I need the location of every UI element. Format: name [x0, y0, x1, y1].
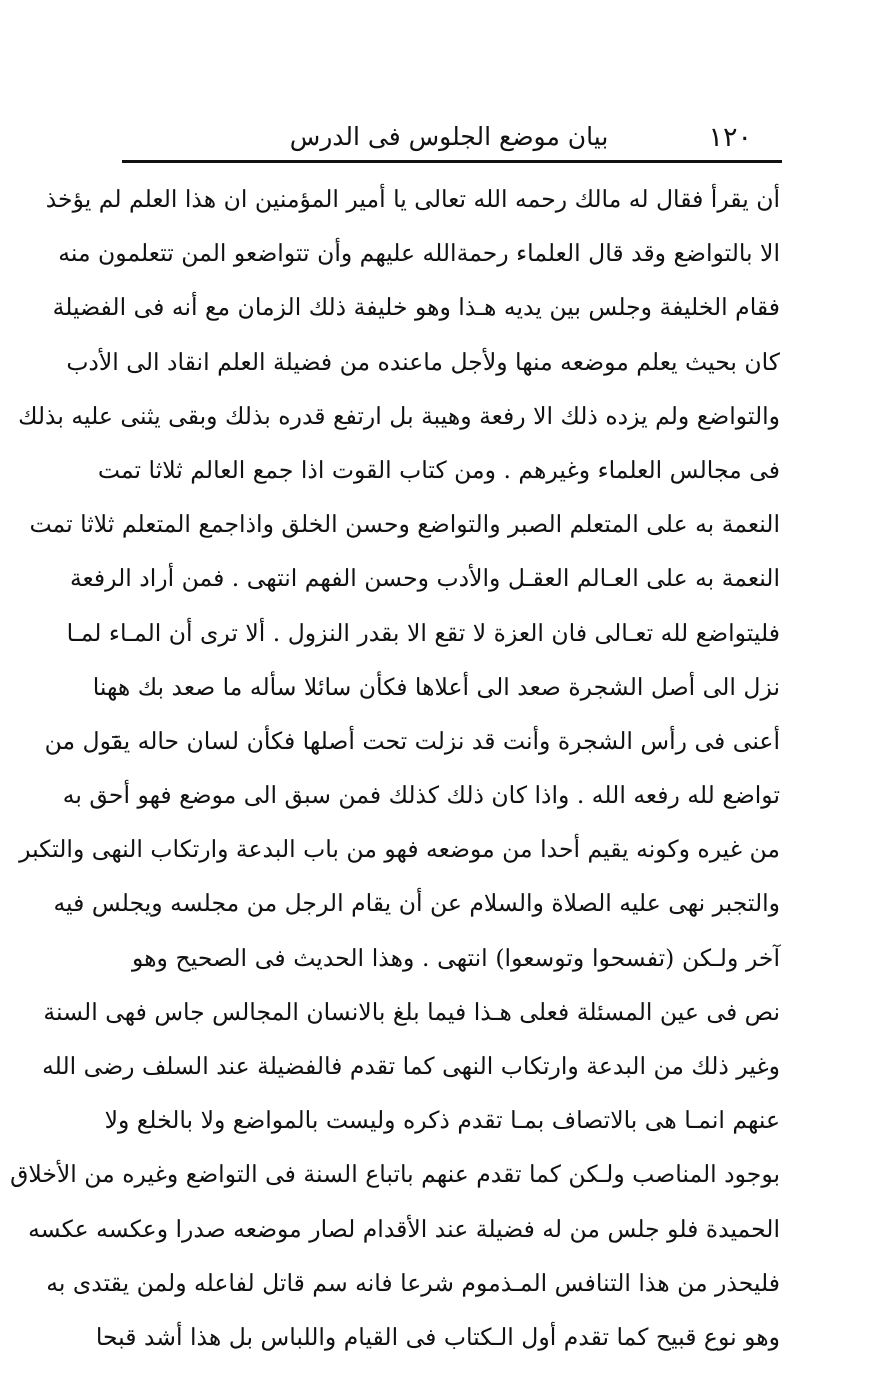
- text-line: بوجود المناصب ولـكن كما تقدم عنهم باتباع السنة فى التواضع وغيره من الأخلاق: [10, 1160, 780, 1189]
- text-line: فقام الخليفة وجلس بين يديه هـذا وهو خليفة ذلك الزمان مع أنه فى الفضيلة: [52, 293, 780, 322]
- text-line: من غيره وكونه يقيم أحدا من موضعه فهو من باب البدعة وارتكاب النهى والتكبر: [19, 835, 780, 864]
- text-line: النعمة به على العـالم العقـل والأدب وحسن الفهم انتهى . فمن أراد الرفعة: [69, 564, 780, 593]
- header-rule: [122, 160, 782, 163]
- text-line: وغير ذلك من البدعة وارتكاب النهى كما تقدم فالفضيلة عند السلف رضى الله: [42, 1052, 780, 1080]
- text-line: والتجبر نهى عليه الصلاة والسلام عن أن يقام الرجل من مجلسه ويجلس فيه: [53, 889, 780, 918]
- text-line: عنهم انمـا هى بالاتصاف بمـا تقدم ذكره وليست بالمواضع ولا بالخلع ولا: [104, 1106, 780, 1135]
- body-text: [10, 172, 780, 1364]
- text-line: وهو نوع قبيح كما تقدم أول الـكتاب فى القيام واللباس بل هذا أشد قبحا: [95, 1322, 780, 1351]
- text-line: تواضع لله رفعه الله . واذا كان ذلك كذلك فمن سبق الى موضع فهو أحق به: [62, 781, 780, 810]
- text-line: أعنى فى رأس الشجرة وأنت قد نزلت تحت أصلها فكأن لسان حاله يقول من: [44, 726, 780, 755]
- text-line: أن يقرأ فقال له مالك رحمه الله تعالى يا أمير المؤمنين ان هذا العلم لم يؤخذ: [45, 185, 780, 213]
- text-line: الا بالتواضع وقد قال العلماء رحمةالله عليهم وأن تتواضعو المن تتعلمون منه: [58, 239, 780, 268]
- page-header: [120, 118, 778, 162]
- text-line: فى مجالس العلماء وغيرهم . ومن كتاب القوت اذا جمع العالم ثلاثا تمت: [97, 455, 780, 484]
- running-title: بيان موضع الجلوس فى الدرس: [289, 122, 609, 151]
- text-line: نزل الى أصل الشجرة صعد الى أعلاها فكأن سائلا سأله ما صعد بك ههنا: [92, 672, 780, 701]
- text-line: النعمة به على المتعلم الصبر والتواضع وحسن الخلق واذاجمع المتعلم ثلاثا تمت: [29, 510, 780, 539]
- text-line: نص فى عين المسئلة فعلى هـذا فيما بلغ بالانسان المجالس جاس فهى السنة: [43, 997, 780, 1026]
- text-line: فليحذر من هذا التنافس المـذموم شرعا فانه سم قاتل لفاعله ولمن يقتدى به: [46, 1268, 780, 1297]
- text-line: فليتواضع لله تعـالى فان العزة لا تقع الا بقدر النزول . ألا ترى أن المـاء لمـا: [66, 618, 780, 647]
- text-line: آخر ولـكن (تفسحوا وتوسعوا) انتهى . وهذا الحديث فى الصحيح وهو: [132, 943, 780, 972]
- page-number: ١٢٠: [708, 122, 752, 153]
- text-line: والتواضع ولم يزده ذلك الا رفعة وهيبة بل ارتفع قدره بذلك وبقى يثنى عليه بذلك: [18, 401, 780, 430]
- text-line: كان بحيث يعلم موضعه منها ولأجل ماعنده من فضيلة العلم انقاد الى الأدب: [66, 347, 780, 376]
- text-line: الحميدة فلو جلس من له فضيلة عند الأقدام لصار موضعه صدرا وعكسه عكسه: [28, 1214, 780, 1243]
